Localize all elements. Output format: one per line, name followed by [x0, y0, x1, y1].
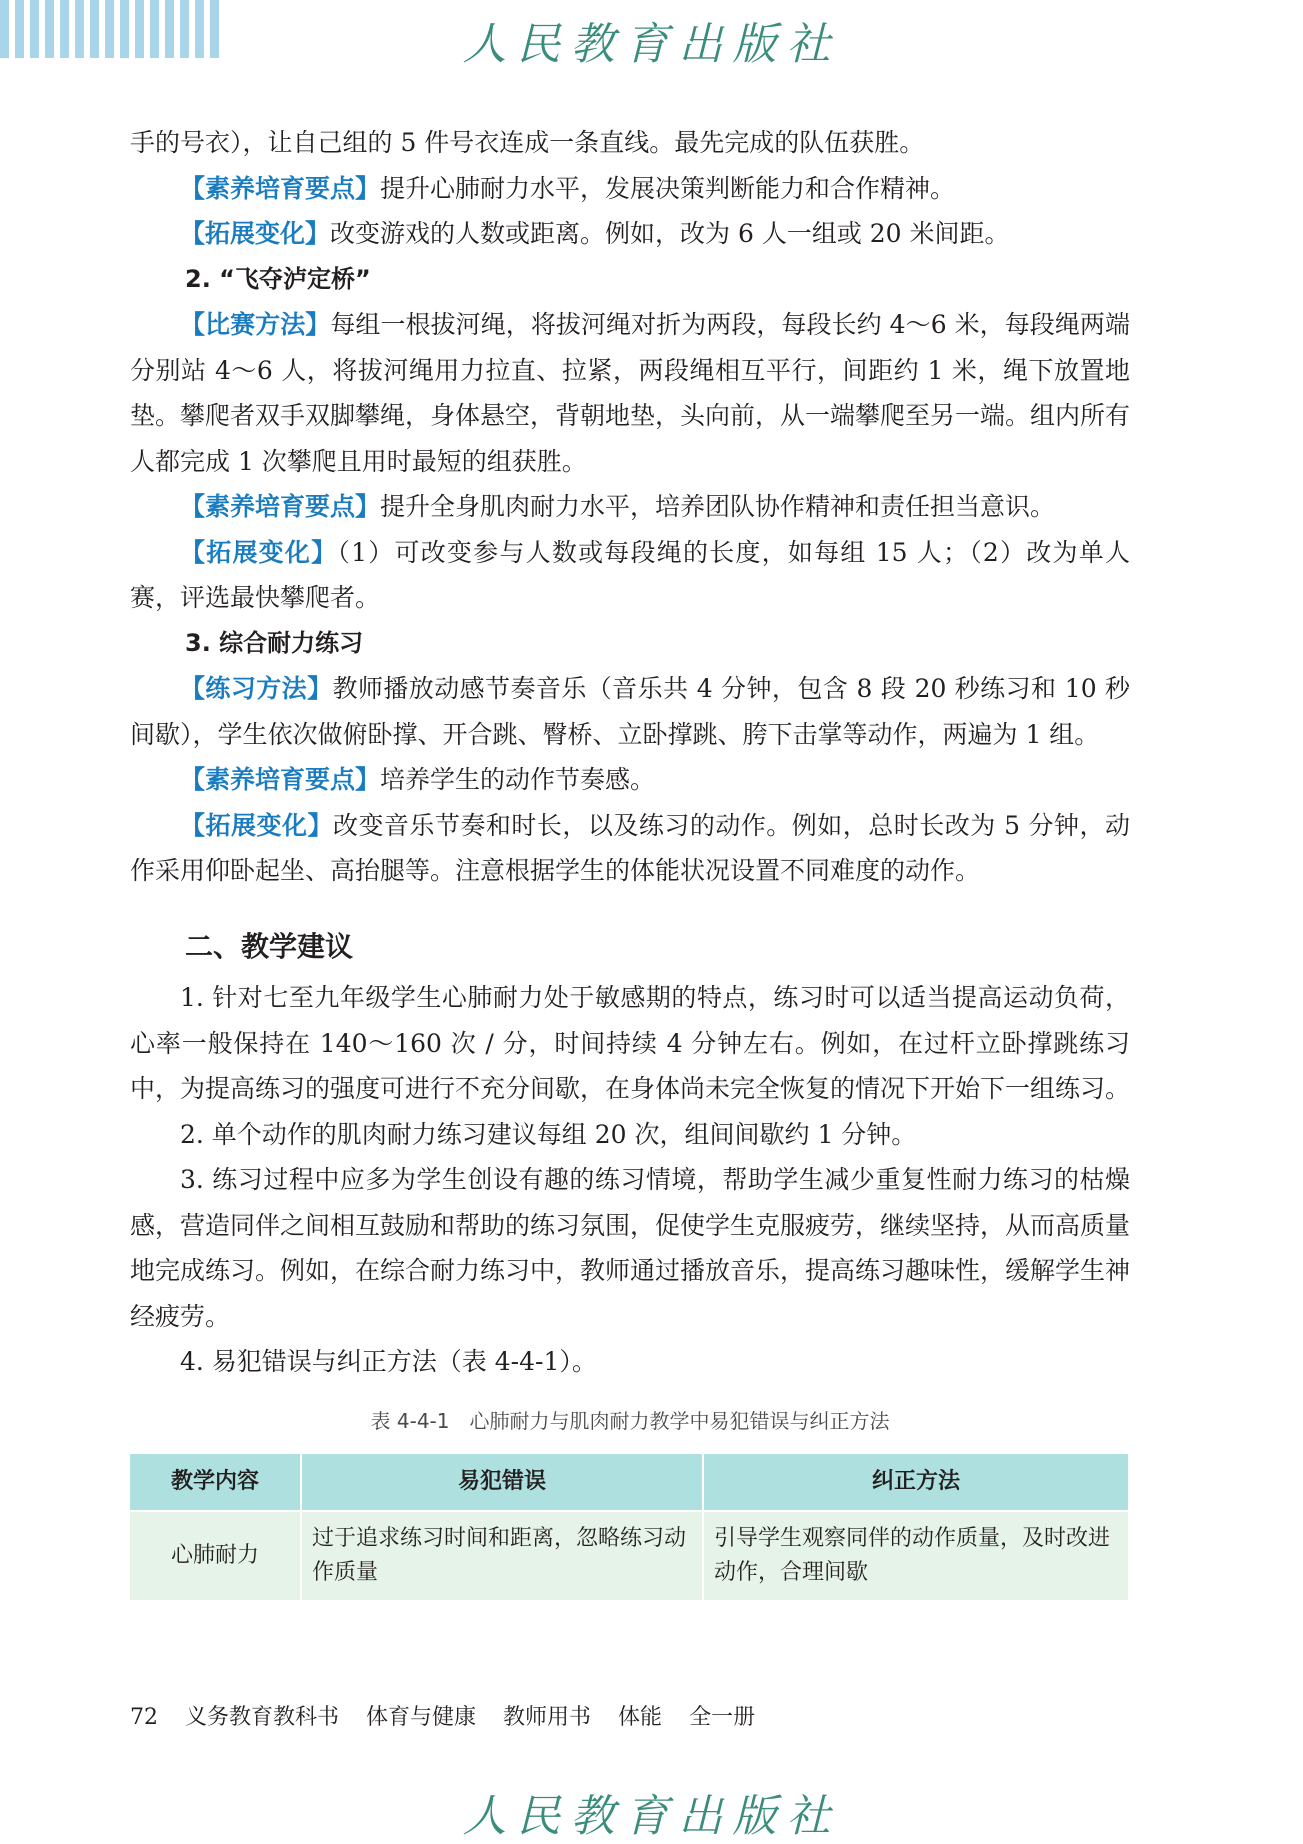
paragraph: 3. 练习过程中应多为学生创设有趣的练习情境，帮助学生减少重复性耐力练习的枯燥感，营造同伴之间相互鼓励和帮助的练习氛围，促使学生克服疲劳，继续坚持，从而高质量地完成练习。例如，在综合耐力练习中，教师通过播放音乐，提高练习趣味性，缓解学生神经疲劳。 — [130, 1165, 1131, 1331]
paragraph — [130, 484, 1130, 530]
paragraph-text: 每组一根拔河绳，将拔河绳对折为两段，每段长约 4～6 米，每段绳两端分别站 4～6 人，将拔河绳用力拉直、拉紧，两段绳相互平行，间距约 1 米，绳下放置地垫。攀爬者双手双脚攀绳，身体悬空，背朝地垫，头向前，从一端攀爬至另一端。组内所有人都完成 1 次攀爬且用时最短的组获胜。 — [130, 310, 1131, 476]
paragraph — [130, 302, 1130, 484]
paragraph-text: 提升全身肌肉耐力水平，培养团队协作精神和责任担当意识。 — [380, 492, 1056, 521]
paragraph-text: 教师播放动感节奏音乐（音乐共 4 分钟，包含 8 段 20 秒练习和 10 秒间歇），学生依次做俯卧撑、开合跳、臀桥、立卧撑跳、胯下击掌等动作，两遍为 1 组。 — [130, 674, 1130, 749]
page-body — [130, 120, 1130, 1600]
page-footer — [130, 1700, 775, 1731]
subheading: 3. 综合耐力练习 — [185, 628, 364, 657]
table-row — [130, 1511, 1129, 1600]
table-header-row — [130, 1454, 1129, 1511]
section-label: 【素养培育要点】 — [180, 765, 381, 794]
paragraph — [130, 166, 1130, 212]
footer-subject: 体育与健康 — [366, 1705, 477, 1730]
error-correction-table — [130, 1454, 1130, 1600]
paragraph: 手的号衣），让自己组的 5 件号衣连成一条直线。最先完成的队伍获胜。 — [130, 128, 925, 157]
paragraph: 2. 单个动作的肌肉耐力练习建议每组 20 次，组间间歇约 1 分钟。 — [180, 1119, 917, 1149]
paragraph-text: 提升心肺耐力水平，发展决策判断能力和合作精神。 — [380, 173, 956, 203]
publisher-logo-bottom: 人民教育出版社 — [462, 1791, 841, 1842]
section-label: 【素养培育要点】 — [180, 173, 381, 203]
publisher-logo-top: 人民教育出版社 — [462, 19, 841, 70]
table-header-cell: 易犯错误 — [301, 1454, 703, 1511]
section-heading: 二、教学建议 — [185, 929, 354, 963]
table-cell: 过于追求练习时间和距离，忽略练习动作质量 — [301, 1511, 703, 1600]
paragraph: 4. 易犯错误与纠正方法（表 4-4-1）。 — [180, 1347, 597, 1376]
paragraph — [130, 211, 1130, 257]
paragraph: 1. 针对七至九年级学生心肺耐力处于敏感期的特点，练习时可以适当提高运动负荷，心率一般保持在 140～160 次 / 分，时间持续 4 分钟左右。例如，在过杆立卧撑跳练习中，为提高练习的强度可进行不充分间歇，在身体尚未完全恢复的情况下开始下一组练习。 — [130, 983, 1131, 1103]
footer-book: 义务教育教科书 — [185, 1705, 340, 1730]
table-cell: 引导学生观察同伴的动作质量，及时改进动作，合理间歇 — [703, 1511, 1129, 1600]
paragraph — [130, 530, 1130, 621]
table-header-cell: 教学内容 — [130, 1454, 301, 1511]
section-label: 【拓展变化】 — [180, 537, 338, 567]
paragraph — [130, 757, 1130, 803]
page-number: 72 — [130, 1705, 158, 1730]
paragraph — [130, 666, 1130, 757]
footer-type: 教师用书 — [503, 1705, 592, 1730]
paragraph-text: 改变游戏的人数或距离。例如，改为 6 人一组或 20 米间距。 — [330, 219, 1010, 248]
section-label: 【拓展变化】 — [180, 219, 331, 248]
subheading: 2. “飞夺泸定桥” — [185, 264, 371, 293]
table-caption: 表 4-4-1 心肺耐力与肌肉耐力教学中易犯错误与纠正方法 — [370, 1408, 890, 1433]
table-header-cell: 纠正方法 — [703, 1454, 1129, 1511]
footer-topic: 体能 — [618, 1705, 663, 1730]
paragraph-text: 改变音乐节奏和时长，以及练习的动作。例如，总时长改为 5 分钟，动作采用仰卧起坐、高抬腿等。注意根据学生的体能状况设置不同难度的动作。 — [130, 810, 1130, 885]
paragraph-text: （1）可改变参与人数或每段绳的长度，如每组 15 人；（2）改为单人赛，评选最快攀爬者。 — [130, 537, 1130, 612]
section-label: 【素养培育要点】 — [180, 492, 381, 521]
paragraph — [130, 803, 1130, 894]
paragraph-text: 培养学生的动作节奏感。 — [380, 765, 656, 794]
footer-volume: 全一册 — [689, 1705, 756, 1730]
table-cell: 心肺耐力 — [130, 1511, 301, 1600]
section-label: 【练习方法】 — [180, 674, 333, 703]
section-label: 【比赛方法】 — [180, 310, 331, 339]
section-label: 【拓展变化】 — [180, 810, 333, 840]
